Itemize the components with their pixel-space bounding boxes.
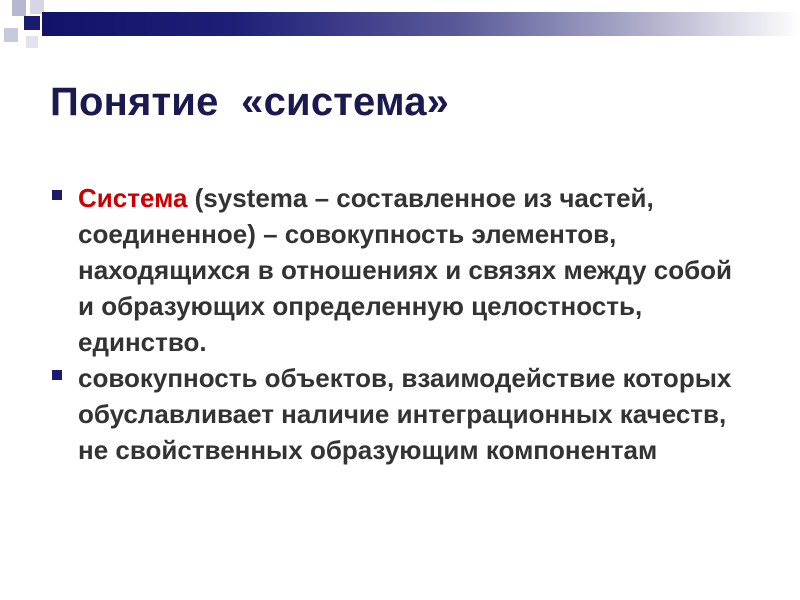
bullet-text: совокупность объектов, взаимодействие которых обуславливает наличие интеграционных качеств, не свойственных образующим компонентам <box>78 363 732 465</box>
decorative-square <box>26 36 38 48</box>
decorative-square <box>4 28 18 42</box>
decorative-square <box>12 0 26 16</box>
decorative-square <box>24 16 40 30</box>
slide-title: Понятие «система» <box>50 80 450 124</box>
bullet-item <box>48 180 748 360</box>
bullet-term: Система <box>78 183 188 213</box>
bullet-item <box>48 360 748 468</box>
square-bullet-icon <box>52 370 62 380</box>
square-bullet-icon <box>52 190 62 200</box>
header-gradient-bar <box>42 12 800 36</box>
bullet-text: (systema – составленное из частей, соединенное) – совокупность элементов, находящихся в отношениях и связях между собой и образующих определенную целостность, единство. <box>78 183 733 357</box>
bullet-list <box>48 180 748 468</box>
